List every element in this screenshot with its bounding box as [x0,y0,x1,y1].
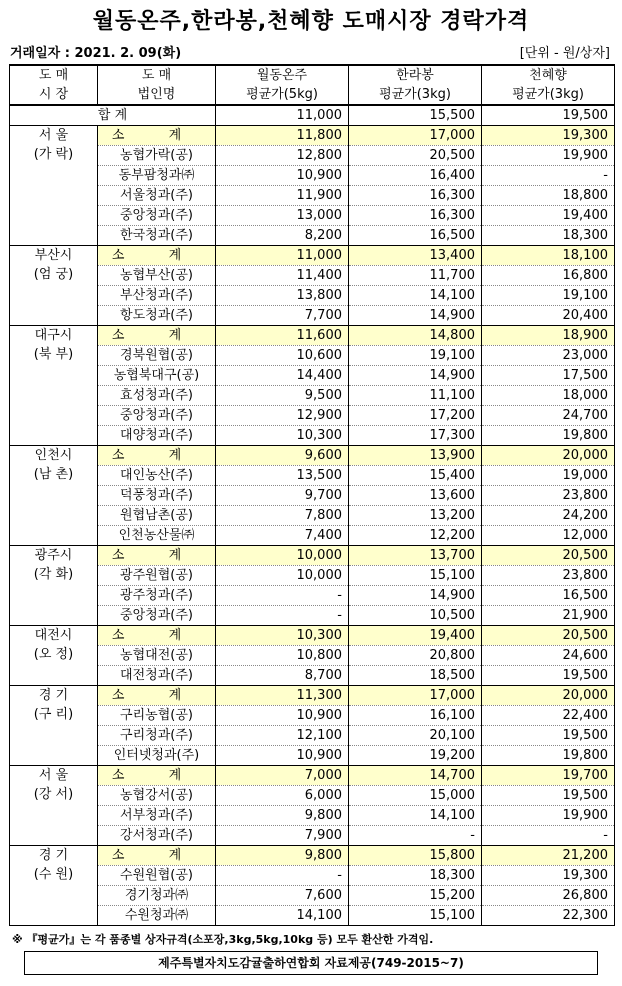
corp-name: 구리농협(공) [98,706,216,726]
market-district: (가 락) [33,147,74,162]
price-v2: 13,600 [349,486,482,506]
market-name: 대전시 [34,628,73,643]
market-name: 광주시 [34,548,73,563]
market-district: (구 리) [33,707,74,722]
price-v2: 12,200 [349,526,482,546]
price-v1: 13,800 [216,286,349,306]
price-v3: 19,800 [482,746,615,766]
market-name: 서 울 [38,128,69,143]
price-v2: 13,700 [349,546,482,566]
price-v1: 14,100 [216,906,349,926]
market-name: 서 울 [38,768,69,783]
market-district: (강 서) [33,787,74,802]
price-v1: 11,000 [216,246,349,266]
table-row [10,426,615,446]
unit-label: [단위 - 원/상자] [519,46,610,61]
price-v1: 7,600 [216,886,349,906]
table-row [10,666,615,686]
price-v3: 19,300 [482,126,615,146]
price-v3: 20,500 [482,626,615,646]
price-v1: 13,000 [216,206,349,226]
price-v3: 20,500 [482,546,615,566]
market-cell [10,126,98,246]
market-cell [10,626,98,686]
price-v1: 11,600 [216,326,349,346]
price-v1: 10,900 [216,166,349,186]
price-v2: 15,100 [349,906,482,926]
price-v3: 26,800 [482,886,615,906]
price-v1: 12,100 [216,726,349,746]
price-v1: 11,900 [216,186,349,206]
total-label: 합 계 [10,105,216,126]
corp-name: 중앙청과(주) [98,406,216,426]
corp-name: 항도청과(주) [98,306,216,326]
price-v3: 23,800 [482,486,615,506]
source-credit: 제주특별자치도감귤출하연합회 자료제공(749-2015~7) [24,951,598,975]
header-corp: 도 매 [98,65,216,85]
price-v3: 19,900 [482,806,615,826]
subtotal-label: 소 계 [98,846,216,866]
price-v3: 19,900 [482,146,615,166]
table-row [10,606,615,626]
price-v3: 24,700 [482,406,615,426]
table-row [10,566,615,586]
price-v2: 16,300 [349,186,482,206]
price-v3: - [482,166,615,186]
table-row [10,146,615,166]
price-v2: 17,300 [349,426,482,446]
corp-name: 원협남촌(공) [98,506,216,526]
price-v3: 16,800 [482,266,615,286]
price-v1: 8,200 [216,226,349,246]
price-v3: 20,000 [482,446,615,466]
price-v1: - [216,866,349,886]
price-v2: 16,300 [349,206,482,226]
price-v3: 18,000 [482,386,615,406]
price-v2: 11,100 [349,386,482,406]
price-v3: 20,400 [482,306,615,326]
market-district: (오 정) [33,647,74,662]
table-row [10,486,615,506]
price-v3: 19,100 [482,286,615,306]
price-v1: 14,400 [216,366,349,386]
price-v2: 14,100 [349,806,482,826]
price-v3: 24,200 [482,506,615,526]
market-name: 경 기 [38,848,69,863]
price-table [9,64,615,926]
price-v2: 15,800 [349,846,482,866]
price-v1: 10,900 [216,746,349,766]
price-v1: 7,700 [216,306,349,326]
price-v3: 18,100 [482,246,615,266]
total-v2: 15,500 [349,105,482,126]
market-cell [10,326,98,446]
subtotal-row [10,126,615,146]
subtotal-label: 소 계 [98,326,216,346]
table-row [10,166,615,186]
price-v2: 17,200 [349,406,482,426]
price-v2: 14,700 [349,766,482,786]
price-v1: 10,000 [216,566,349,586]
table-row [10,826,615,846]
corp-name: 대인농산(주) [98,466,216,486]
table-row [10,186,615,206]
corp-name: 광주청과(주) [98,586,216,606]
subtotal-row [10,246,615,266]
table-row [10,786,615,806]
price-v1: 10,300 [216,626,349,646]
market-cell [10,546,98,626]
footnote: ※ 『평균가』는 각 품종별 상자규격(소포장,3kg,5kg,10kg 등) 모두 환산한 가격임. [12,933,434,946]
subtotal-label: 소 계 [98,766,216,786]
price-v3: 18,900 [482,326,615,346]
price-v1: 12,800 [216,146,349,166]
total-v3: 19,500 [482,105,615,126]
price-v2: 16,500 [349,226,482,246]
table-row [10,806,615,826]
table-row [10,406,615,426]
corp-name: 농협대전(공) [98,646,216,666]
subtotal-row [10,326,615,346]
price-v3: 21,200 [482,846,615,866]
price-v1: 9,800 [216,806,349,826]
price-v2: 16,100 [349,706,482,726]
table-row [10,466,615,486]
table-row [10,206,615,226]
subtotal-label: 소 계 [98,446,216,466]
corp-name: 동부팜청과㈜ [98,166,216,186]
corp-name: 농협강서(공) [98,786,216,806]
total-v1: 11,000 [216,105,349,126]
price-v3: 22,400 [482,706,615,726]
corp-name: 서울청과(주) [98,186,216,206]
price-v3: 19,500 [482,666,615,686]
price-v2: - [349,826,482,846]
market-cell [10,446,98,546]
header-col1: 월동온주 [216,65,349,85]
price-v1: 7,900 [216,826,349,846]
header-col3-sub: 평균가(3kg) [482,85,615,105]
corp-name: 수원원협(공) [98,866,216,886]
price-v3: 22,300 [482,906,615,926]
price-v3: 21,900 [482,606,615,626]
corp-name: 중앙청과(주) [98,606,216,626]
price-v2: 11,700 [349,266,482,286]
subtotal-row [10,766,615,786]
price-v2: 13,200 [349,506,482,526]
table-row [10,706,615,726]
corp-name: 경기청과㈜ [98,886,216,906]
price-v3: 23,000 [482,346,615,366]
market-district: (남 촌) [33,467,74,482]
price-v1: 10,000 [216,546,349,566]
price-v2: 10,500 [349,606,482,626]
price-v3: 19,800 [482,426,615,446]
price-v2: 14,800 [349,326,482,346]
table-row [10,646,615,666]
price-v2: 13,900 [349,446,482,466]
table-row [10,286,615,306]
price-v2: 15,100 [349,566,482,586]
header-corp-sub: 법인명 [98,85,216,105]
price-v3: 12,000 [482,526,615,546]
price-v2: 15,400 [349,466,482,486]
table-row [10,306,615,326]
market-district: (수 원) [33,867,74,882]
corp-name: 중앙청과(주) [98,206,216,226]
price-v3: 24,600 [482,646,615,666]
price-v1: 13,500 [216,466,349,486]
table-row [10,226,615,246]
price-v2: 14,900 [349,306,482,326]
subtotal-row [10,846,615,866]
price-v2: 14,100 [349,286,482,306]
price-v3: 20,000 [482,686,615,706]
price-v2: 13,400 [349,246,482,266]
price-v3: 16,500 [482,586,615,606]
market-name: 대구시 [34,328,73,343]
market-name: 부산시 [34,248,73,263]
price-v2: 17,000 [349,686,482,706]
price-v3: 17,500 [482,366,615,386]
subtotal-row [10,446,615,466]
price-v1: 6,000 [216,786,349,806]
table-row [10,866,615,886]
market-name: 인천시 [34,448,73,463]
corp-name: 인터넷청과(주) [98,746,216,766]
market-district: (엄 궁) [33,267,74,282]
corp-name: 효성청과(주) [98,386,216,406]
price-v2: 20,100 [349,726,482,746]
table-row [10,886,615,906]
corp-name: 한국청과(주) [98,226,216,246]
price-v2: 18,500 [349,666,482,686]
price-v3: 19,400 [482,206,615,226]
page-title: 월동온주,한라봉,천혜향 도매시장 경락가격 [92,9,530,34]
price-v1: 11,400 [216,266,349,286]
market-cell [10,846,98,926]
price-v1: 11,800 [216,126,349,146]
corp-name: 광주원협(공) [98,566,216,586]
subtotal-label: 소 계 [98,626,216,646]
price-v1: 12,900 [216,406,349,426]
table-row [10,366,615,386]
market-cell [10,246,98,326]
table-row [10,266,615,286]
subtotal-label: 소 계 [98,686,216,706]
price-v1: - [216,606,349,626]
price-v3: 19,300 [482,866,615,886]
header-col2-sub: 평균가(3kg) [349,85,482,105]
corp-name: 인천농산물㈜ [98,526,216,546]
corp-name: 대전청과(주) [98,666,216,686]
price-v1: 10,600 [216,346,349,366]
price-v1: 7,400 [216,526,349,546]
price-v3: 19,500 [482,726,615,746]
total-row [10,105,615,126]
header-col2: 한라봉 [349,65,482,85]
price-v2: 19,200 [349,746,482,766]
price-v1: 7,000 [216,766,349,786]
price-v2: 18,300 [349,866,482,886]
price-v1: 9,700 [216,486,349,506]
price-v2: 15,000 [349,786,482,806]
corp-name: 대양청과(주) [98,426,216,446]
price-v1: 10,900 [216,706,349,726]
price-v2: 19,100 [349,346,482,366]
price-v1: 8,700 [216,666,349,686]
corp-name: 덕풍청과(주) [98,486,216,506]
price-v2: 15,200 [349,886,482,906]
price-v1: 10,800 [216,646,349,666]
trade-date: 거래일자 : 2021. 2. 09(화) [10,46,182,61]
table-row [10,526,615,546]
corp-name: 강서청과(주) [98,826,216,846]
header-col1-sub: 평균가(5kg) [216,85,349,105]
corp-name: 서부청과(주) [98,806,216,826]
market-district: (북 부) [33,347,74,362]
table-row [10,746,615,766]
header-col3: 천혜향 [482,65,615,85]
price-v3: 19,000 [482,466,615,486]
table-row [10,386,615,406]
subtotal-row [10,626,615,646]
corp-name: 경북원협(공) [98,346,216,366]
price-v1: 11,300 [216,686,349,706]
price-v1: - [216,586,349,606]
table-row [10,506,615,526]
price-v2: 20,500 [349,146,482,166]
corp-name: 수원청과㈜ [98,906,216,926]
price-v2: 14,900 [349,586,482,606]
corp-name: 농협가락(공) [98,146,216,166]
corp-name: 구리청과(주) [98,726,216,746]
market-cell [10,766,98,846]
subtotal-row [10,686,615,706]
table-row [10,726,615,746]
market-district: (각 화) [33,567,74,582]
price-v1: 9,500 [216,386,349,406]
price-v2: 17,000 [349,126,482,146]
price-v3: 19,500 [482,786,615,806]
price-v3: 18,300 [482,226,615,246]
table-row [10,906,615,926]
subtotal-label: 소 계 [98,126,216,146]
corp-name: 농협부산(공) [98,266,216,286]
market-cell [10,686,98,766]
price-v3: 18,800 [482,186,615,206]
subtotal-label: 소 계 [98,546,216,566]
price-v3: 23,800 [482,566,615,586]
corp-name: 농협북대구(공) [98,366,216,386]
price-v2: 14,900 [349,366,482,386]
header-market: 도 매 [10,65,98,85]
header-market-sub: 시 장 [10,85,98,105]
corp-name: 부산청과(주) [98,286,216,306]
table-row [10,586,615,606]
price-v3: - [482,826,615,846]
price-v1: 7,800 [216,506,349,526]
price-v2: 19,400 [349,626,482,646]
price-v1: 10,300 [216,426,349,446]
subtotal-label: 소 계 [98,246,216,266]
table-row [10,346,615,366]
price-v1: 9,600 [216,446,349,466]
subtotal-row [10,546,615,566]
price-v2: 16,400 [349,166,482,186]
market-name: 경 기 [38,688,69,703]
price-v3: 19,700 [482,766,615,786]
price-v1: 9,800 [216,846,349,866]
price-v2: 20,800 [349,646,482,666]
